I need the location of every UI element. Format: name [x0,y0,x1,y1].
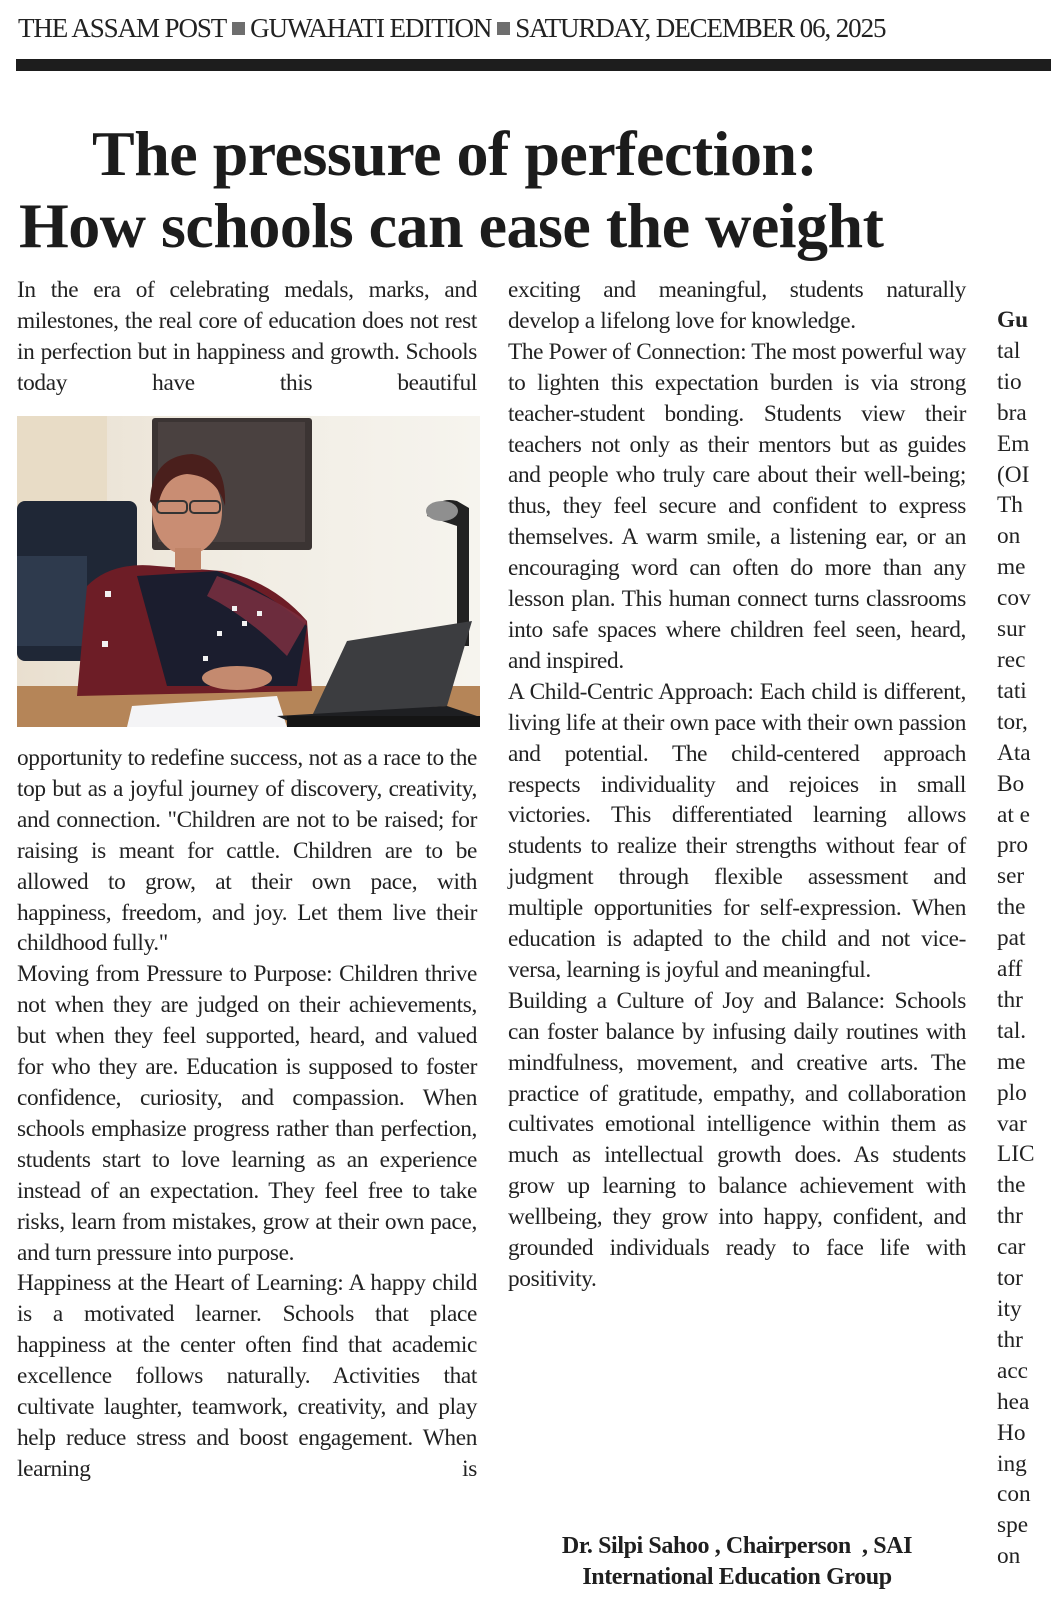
adjacent-column-line: (OI [997,461,1030,488]
adjacent-column-line: tati [997,677,1027,704]
adjacent-column-line: the [997,1172,1026,1199]
adjacent-column-line: on [997,523,1021,550]
adjacent-column-line: Ho [997,1419,1026,1446]
adjacent-column-line: thr [997,1326,1023,1353]
byline-line-2: International Education Group [582,1564,892,1590]
byline-line-1: Dr. Silpi Sahoo , Chairperson , SAI [561,1533,913,1559]
adjacent-column-line: me [997,554,1026,581]
adjacent-column-line: hea [997,1388,1030,1415]
adjacent-column-line: Em [997,430,1030,457]
adjacent-column-line: ing [997,1450,1027,1477]
adjacent-column-line: the [997,894,1026,921]
middle-column-body [508,275,966,1295]
adjacent-column-line: pat [997,925,1026,952]
adjacent-column-line: tor, [997,708,1028,735]
adjacent-column-line: thr [997,986,1023,1013]
adjacent-column-line: me [997,1048,1026,1075]
adjacent-column-line: Th [997,492,1023,519]
left-column-body [17,743,477,1485]
adjacent-column-line: con [997,1481,1031,1508]
paragraph-moving-from-pressure: Moving from Pressure to Purpose: Children thrive not when they are judged on their achievements, but when they feel supported, heard, and valued for who they are. Education is supposed to foster confidence, curiosity, and compassion. When schools emphasize progress rather than perfection, students start to love learning as an experience instead of an expectation. They feel free to take risks, learn from mistakes, grow at their own pace, and turn pressure into purpose. [17,961,477,1266]
article-headline [0,118,1051,262]
square-separator-icon [232,22,245,35]
adjacent-column-line: plo [997,1079,1027,1106]
author-byline [508,1531,966,1593]
adjacent-column-line: Gu [997,307,1029,333]
adjacent-column-line: thr [997,1203,1023,1230]
adjacent-column-line: tal. [997,1017,1027,1044]
adjacent-column-line: cov [997,585,1031,612]
masthead [18,8,1048,48]
adjacent-column-line: bra [997,399,1027,426]
adjacent-column-line: Ata [997,739,1031,766]
intro-paragraph: In the era of celebrating medals, marks, and milestones, the real core of education does not rest in perfection but in happiness and growth. Schools today have this beautiful [17,277,477,396]
adjacent-column-line: var [997,1110,1027,1137]
adjacent-column-line: rec [997,646,1026,673]
author-photo-illustration [17,416,480,727]
adjacent-article-column [997,0,1051,1600]
adjacent-column-line: ser [997,863,1025,890]
square-separator-icon [497,22,510,35]
adjacent-column-line: tor [997,1265,1023,1292]
issue-date: SATURDAY, DECEMBER 06, 2025 [515,13,886,43]
adjacent-column-line: at e [997,801,1030,828]
paragraph-happiness-heart: Happiness at the Heart of Learning: A happy child is a motivated learner. Schools that place happiness at the center often find that academic excellence follows naturally. Activities that cultivate laughter, teamwork, creativity, and play help reduce stress and boost engagement. When learning is [17,1270,477,1482]
paragraph-continuation: exciting and meaningful, students naturally develop a lifelong love for knowledge. [508,277,966,334]
adjacent-column-line: acc [997,1357,1029,1384]
adjacent-column-line: Bo [997,770,1025,797]
paragraph-power-of-connection: The Power of Connection: The most powerful way to lighten this expectation burden is via strong teacher-student bonding. Students view their teachers not only as their mentors but as guides and people who truly care about their well-being; thus, they feel secure and confident to express themselves. A warm smile, a listening ear, or an encouraging word can often do more than any lesson plan. This human connect turns classrooms into safe spaces where children feel seen, heard, and inspired. [508,338,966,674]
paragraph-child-centric: A Child-Centric Approach: Each child is different, living life at their own pace with their own passion and potential. The child-centered approach respects individuality and rejoices in small victories. This differentiated learning allows students to realize their strengths without fear of judgment through flexible assessment and multiple opportunities for self-expression. When education is adapted to the child and not vice-versa, learning is joyful and meaningful. [508,678,966,983]
adjacent-column-line: tio [997,368,1022,395]
masthead-rule [16,59,1051,71]
paragraph: opportunity to redefine success, not as a race to the top but as a joyful journey of discovery, creativity, and connection. "Children are not to be raised; for raising is meant for cattle. Children are to be allowed to grow, at their own pace, with happiness, freedom, and joy. Let them live their childhood fully." [17,745,477,957]
edition-name: GUWAHATI EDITION [250,13,492,43]
adjacent-column-line: car [997,1234,1026,1261]
adjacent-column-line: spe [997,1512,1029,1539]
headline-line-2: How schools can ease the weight [19,190,884,261]
headline-line-1: The pressure of perfection: [92,118,818,189]
author-photo [17,416,480,727]
adjacent-column-line: on [997,1543,1021,1570]
left-column-intro [17,275,477,399]
adjacent-column-line: pro [997,832,1029,859]
adjacent-column-line: sur [997,616,1026,643]
adjacent-column-line: LIC [997,1141,1035,1168]
adjacent-column-line: aff [997,956,1023,983]
adjacent-column-line: tal [997,337,1021,364]
publication-name: THE ASSAM POST [18,13,227,43]
adjacent-column-line: ity [997,1296,1022,1322]
paragraph-culture-of-joy: Building a Culture of Joy and Balance: Schools can foster balance by infusing daily routines with mindfulness, movement, and creative arts. The practice of gratitude, empathy, and collaboration cultivates emotional intelligence within them as much as intellectual growth does. As students grow up learning to balance achievement with wellbeing, they grow into happy, confident, and grounded individuals ready to face life with positivity. [508,987,966,1292]
